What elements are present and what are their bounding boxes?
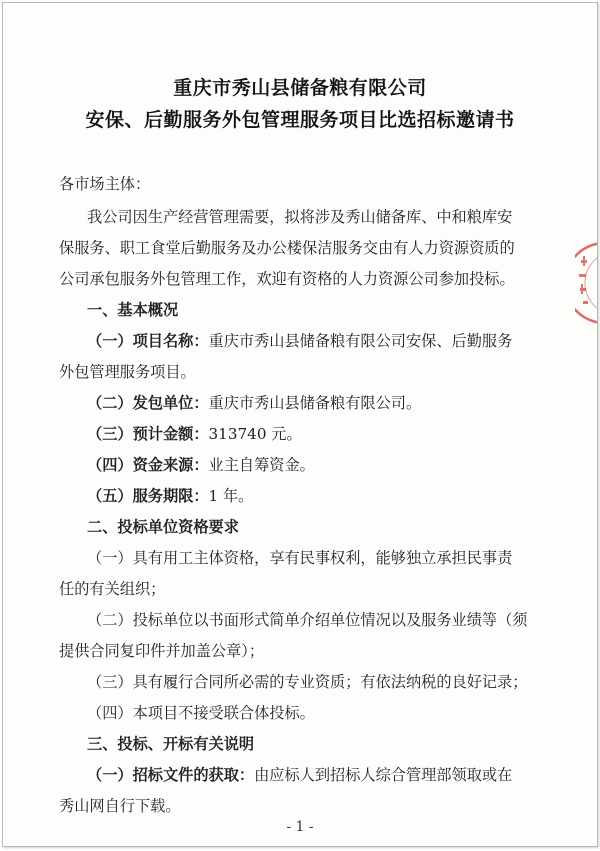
- section-2-line-4: （四）本项目不接受联合体投标。: [87, 704, 315, 722]
- section-1-item-1: [87, 330, 512, 351]
- item-text: 1 年。: [208, 487, 254, 505]
- section-2-line-2: （二）投标单位以书面形式简单介绍单位情况以及服务业绩等（须: [87, 611, 528, 629]
- page-number: - 1 -: [286, 819, 314, 835]
- section-1-item-1-cont: 外包管理服务项目。: [59, 363, 196, 381]
- section-1-heading: 一、基本概况: [87, 301, 179, 319]
- item-label: （二）发包单位：: [87, 394, 209, 412]
- section-3-item-1: [87, 764, 512, 785]
- salutation: 各市场主体：: [59, 175, 151, 193]
- title-line-2: 安保、后勤服务外包管理服务项目比选招标邀请书: [85, 109, 515, 131]
- item-text: 重庆市秀山县储备粮有限公司安保、后勤服务: [208, 332, 513, 350]
- section-3-item-1-cont: 秀山网自行下载。: [59, 797, 181, 815]
- item-label: （一）项目名称：: [87, 332, 209, 350]
- section-2-line-2-cont: 提供合同复印件并加盖公章）；: [59, 642, 265, 660]
- section-1-item-2: [87, 392, 421, 413]
- section-3-heading: 三、投标、开标有关说明: [87, 735, 255, 753]
- section-1-item-5: [87, 485, 253, 506]
- item-text: 业主自筹资金。: [208, 456, 315, 474]
- intro-line-2: 保服务、职工食堂后勤服务及办公楼保洁服务交由有人力资源资质的: [59, 239, 515, 257]
- intro-line-3: 公司承包服务外包管理工作，欢迎有资格的人力资源公司参加投标。: [59, 270, 515, 288]
- item-text: 313740 元。: [208, 425, 302, 443]
- section-1-item-3: [87, 423, 302, 444]
- section-2-line-1-cont: 任的有关组织；: [59, 580, 166, 598]
- red-seal-stamp: [575, 238, 598, 328]
- item-text: 由应标人到招标人综合管理部领取或在: [254, 766, 513, 784]
- document-page: [2, 2, 598, 847]
- section-2-line-3: （三）具有履行合同所必需的专业资质；有依法纳税的良好记录；: [87, 673, 528, 691]
- item-label: （四）资金来源：: [87, 456, 209, 474]
- section-2-heading: 二、投标单位资格要求: [87, 518, 239, 536]
- title-line-1: 重庆市秀山县储备粮有限公司: [173, 77, 427, 99]
- section-2-line-1: （一）具有用工主体资格，享有民事权利，能够独立承担民事责: [87, 549, 513, 567]
- intro-line-1: 我公司因生产经营管理需要，拟将涉及秀山储备库、中和粮库安: [87, 208, 513, 226]
- item-label: （五）服务期限：: [87, 487, 209, 505]
- item-label: （一）招标文件的获取：: [87, 766, 255, 784]
- section-1-item-4: [87, 454, 315, 475]
- item-label: （三）预计金额：: [87, 425, 209, 443]
- item-text: 重庆市秀山县储备粮有限公司。: [208, 394, 422, 412]
